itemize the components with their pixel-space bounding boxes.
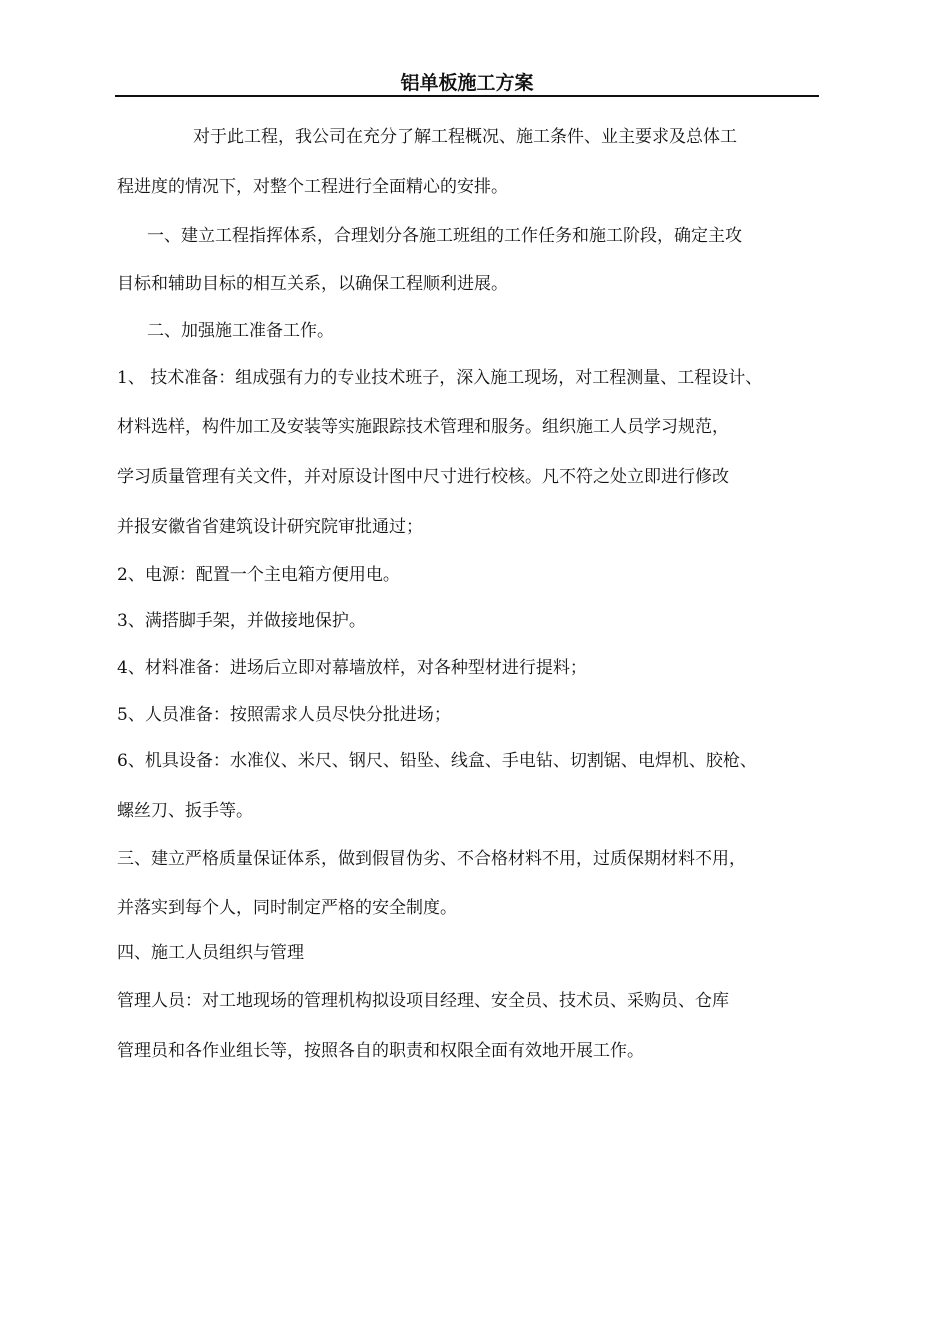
paragraph-line: 2、电源：配置一个主电箱方便用电。 xyxy=(117,565,400,585)
title-underline xyxy=(115,95,819,97)
paragraph-line: 目标和辅助目标的相互关系，以确保工程顺利进展。 xyxy=(117,274,508,294)
paragraph-line: 5、人员准备：按照需求人员尽快分批进场； xyxy=(117,705,451,725)
paragraph-line: 对于此工程，我公司在充分了解工程概况、施工条件、业主要求及总体工 xyxy=(193,127,737,147)
paragraph-line: 6、机具设备：水准仪、米尺、钢尺、铅坠、线盒、手电钻、切割锯、电焊机、胶枪、 xyxy=(117,751,757,771)
paragraph-line: 学习质量管理有关文件，并对原设计图中尺寸进行校核。凡不符之处立即进行修改 xyxy=(117,467,729,487)
paragraph-line: 四、施工人员组织与管理 xyxy=(117,943,304,963)
paragraph-line: 并落实到每个人，同时制定严格的安全制度。 xyxy=(117,898,457,918)
paragraph-line: 管理员和各作业组长等，按照各自的职责和权限全面有效地开展工作。 xyxy=(117,1041,644,1061)
paragraph-line: 一、建立工程指挥体系，合理划分各施工班组的工作任务和施工阶段，确定主攻 xyxy=(147,226,742,246)
paragraph-line: 并报安徽省省建筑设计研究院审批通过； xyxy=(117,517,423,537)
paragraph-line: 1、 技术准备：组成强有力的专业技术班子，深入施工现场，对工程测量、工程设计、 xyxy=(117,368,763,388)
paragraph-line: 螺丝刀、扳手等。 xyxy=(117,801,253,821)
paragraph-line: 4、材料准备：进场后立即对幕墙放样，对各种型材进行提料； xyxy=(117,658,587,678)
paragraph-line: 三、建立严格质量保证体系，做到假冒伪劣、不合格材料不用，过质保期材料不用， xyxy=(117,849,746,869)
paragraph-line: 3、满搭脚手架，并做接地保护。 xyxy=(117,611,366,631)
paragraph-line: 二、加强施工准备工作。 xyxy=(147,321,334,341)
paragraph-line: 材料选样，构件加工及安装等实施跟踪技术管理和服务。组织施工人员学习规范， xyxy=(117,417,729,437)
paragraph-line: 管理人员：对工地现场的管理机构拟设项目经理、安全员、技术员、采购员、仓库 xyxy=(117,991,729,1011)
paragraph-line: 程进度的情况下，对整个工程进行全面精心的安排。 xyxy=(117,177,508,197)
document-title: 铝单板施工方案 xyxy=(400,72,534,94)
